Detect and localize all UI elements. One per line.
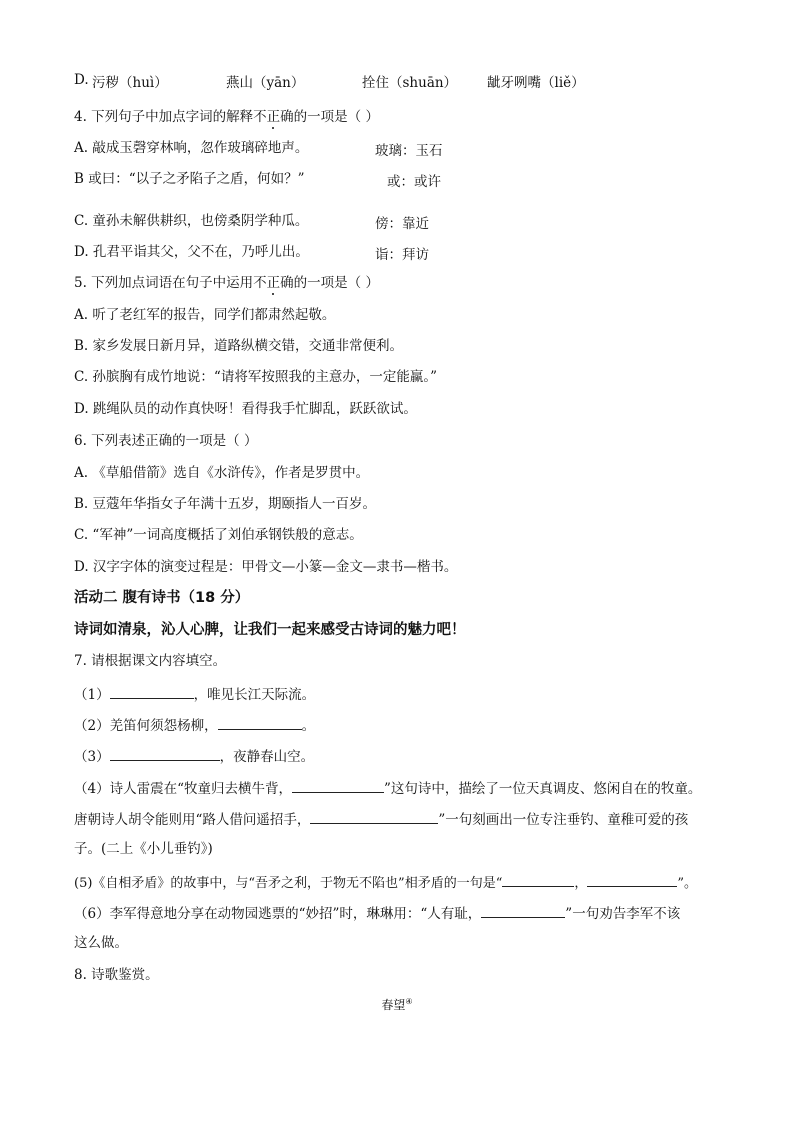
- answer-blank[interactable]: [218, 715, 302, 730]
- question-7-part-2: [74, 715, 315, 735]
- question-6-option-d: D. 汉字字体的演变过程是：甲骨文—小篆—金文—隶书—楷书。: [74, 559, 458, 575]
- part-number: （3）: [74, 749, 110, 765]
- question-4-option-d: D. 孔君平诣其父，父不在，乃呼儿出。: [74, 244, 309, 260]
- question-5-stem: [74, 274, 379, 292]
- pinyin-item-3: 拴住（shuān）: [362, 75, 458, 91]
- part-text: ，夜静春山空。: [219, 749, 315, 765]
- question-7-part-4-line-2: [74, 809, 688, 829]
- question-5-stem-emphasis: 不正确: [253, 275, 294, 291]
- question-4-stem-post: 的一项是（ ）: [293, 109, 379, 125]
- question-8-stem: 8. 诗歌鉴赏。: [74, 967, 159, 983]
- answer-blank[interactable]: [292, 778, 384, 793]
- question-4-stem: [74, 108, 379, 126]
- poem-footnote-mark: ④: [405, 997, 413, 1006]
- question-7-part-6-line-2: 这么做。: [74, 935, 128, 951]
- question-7-part-5: [74, 872, 697, 893]
- pinyin-item-4: 龇牙咧嘴（liě）: [487, 75, 585, 91]
- part-text: ，: [574, 876, 588, 891]
- question-5-stem-post: 的一项是（ ）: [293, 275, 379, 291]
- poem-title: [0, 996, 794, 1013]
- question-7-part-6-line-1: [74, 903, 680, 923]
- poem-title-text: 春望: [381, 998, 406, 1012]
- part-text: （4）诗人雷震在“牧童归去横牛背，: [74, 781, 292, 797]
- answer-blank[interactable]: [110, 746, 220, 761]
- answer-blank[interactable]: [587, 872, 677, 887]
- part-text: (5)《自相矛盾》的故事中，与“吾矛之利，于物无不陷也”相矛盾的一句是“: [74, 876, 503, 891]
- activity-2-title: 活动二 腹有诗书（18 分）: [74, 590, 250, 606]
- question-4-option-c: C. 童孙未解供耕织，也傍桑阴学种瓜。: [74, 213, 309, 229]
- question-6-stem: 6. 下列表述正确的一项是（ ）: [74, 433, 258, 449]
- part-number: （1）: [74, 687, 110, 703]
- question-4-gloss-c: 傍：靠近: [375, 216, 429, 232]
- question-7-stem: 7. 请根据课文内容填空。: [74, 653, 227, 669]
- question-7-part-4-line-1: [74, 778, 701, 798]
- question-7-part-1: [74, 684, 315, 704]
- question-4-stem-pre: 4. 下列句子中加点字词的解释: [74, 109, 254, 125]
- question-4-option-a: A. 敲成玉磬穿林响，忽作玻璃碎地声。: [74, 140, 309, 156]
- question-5-option-d: D. 跳绳队员的动作真快呀！看得我手忙脚乱，跃跃欲试。: [74, 401, 417, 417]
- question-5-option-a: A. 听了老红军的报告，同学们都肃然起敬。: [74, 307, 336, 323]
- question-5-stem-pre: 5. 下列加点词语在句子中运用: [74, 275, 254, 291]
- option-d-row: [74, 71, 89, 89]
- question-6-option-c: C. “军神”一词高度概括了刘伯承钢铁般的意志。: [74, 527, 363, 543]
- option-label: D.: [74, 72, 89, 88]
- question-6-option-b: B. 豆蔻年华指女子年满十五岁，期颐指人一百岁。: [74, 496, 377, 512]
- question-4-gloss-b: 或：或许: [387, 174, 441, 190]
- answer-blank[interactable]: [110, 684, 194, 699]
- question-5-option-b: B. 家乡发展日新月异，道路纵横交错，交通非常便利。: [74, 338, 404, 354]
- pinyin-item-1: 污秽（huì）: [92, 75, 168, 91]
- part-text: （6）李军得意地分享在动物园逃票的“妙招”时，琳琳用：“人有耻，: [74, 906, 482, 922]
- part-text: 。: [301, 718, 316, 734]
- part-text: ，唯见长江天际流。: [193, 687, 316, 703]
- pinyin-item-2: 燕山（yān）: [226, 75, 305, 91]
- part-text: ”这句诗中，描绘了一位天真调皮、悠闲自在的牧童。: [384, 781, 702, 797]
- question-4-gloss-a: 玻璃：玉石: [375, 143, 443, 159]
- question-5-option-c: C. 孙膑胸有成竹地说：“请将军按照我的主意办，一定能赢。”: [74, 369, 437, 385]
- question-4-gloss-d: 诣：拜访: [375, 247, 429, 263]
- part-text: （2）羌笛何须怨杨柳，: [74, 718, 218, 734]
- answer-blank[interactable]: [310, 809, 438, 824]
- part-text: 唐朝诗人胡令能则用“路人借问遥招手，: [74, 812, 311, 828]
- answer-blank[interactable]: [502, 872, 574, 887]
- question-7-part-3: [74, 746, 314, 766]
- question-6-option-a: A. 《草船借箭》选自《水浒传》，作者是罗贯中。: [74, 465, 370, 481]
- question-4-option-b: B 或曰：“以子之矛陷子之盾，何如？”: [74, 171, 305, 187]
- question-4-stem-emphasis: 不正确: [253, 109, 294, 125]
- activity-2-intro: 诗词如清泉，沁人心脾，让我们一起来感受古诗词的魅力吧！: [74, 622, 466, 638]
- part-text: ”一句刻画出一位专注垂钓、童稚可爱的孩: [438, 812, 689, 828]
- part-text: ”。: [677, 876, 698, 891]
- question-7-part-4-line-3: 子。(二上《小儿垂钓》): [74, 841, 213, 857]
- answer-blank[interactable]: [481, 903, 565, 918]
- part-text: ”一句劝告李军不该: [565, 906, 681, 922]
